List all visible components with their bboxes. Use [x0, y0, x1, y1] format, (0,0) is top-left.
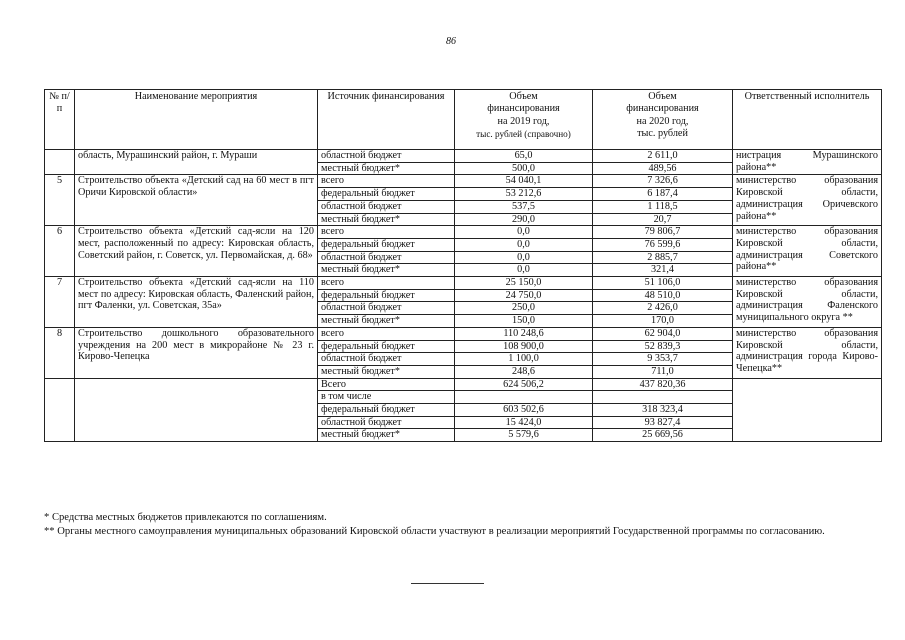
amount-2020: 52 839,3 — [593, 340, 733, 353]
footnotes — [44, 511, 881, 538]
amount-2019: 24 750,0 — [455, 289, 593, 302]
amount-2019: 603 502,6 — [455, 404, 593, 417]
funding-source: всего — [318, 226, 455, 239]
funding-source: Всего — [318, 378, 455, 391]
amount-2019: 15 424,0 — [455, 416, 593, 429]
header-responsible: Ответственный исполнитель — [733, 90, 882, 150]
amount-2020: 48 510,0 — [593, 289, 733, 302]
funding-source: всего — [318, 327, 455, 340]
funding-source: областной бюджет — [318, 302, 455, 315]
responsible-executor — [733, 378, 882, 442]
amount-2020: 6 187,4 — [593, 188, 733, 201]
header-source: Источник финансирования — [318, 90, 455, 150]
amount-2019: 537,5 — [455, 200, 593, 213]
funding-source: областной бюджет — [318, 150, 455, 163]
amount-2020: 62 904,0 — [593, 327, 733, 340]
amount-2019: 54 040,1 — [455, 175, 593, 188]
funding-source: областной бюджет — [318, 251, 455, 264]
amount-2020: 489,56 — [593, 162, 733, 175]
amount-2020: 51 106,0 — [593, 277, 733, 290]
funding-source: всего — [318, 277, 455, 290]
amount-2020: 9 353,7 — [593, 353, 733, 366]
responsible-executor: министерство образования Кировской области, администрация Оричевского района** — [733, 175, 882, 226]
row-number: 7 — [45, 277, 75, 328]
funding-source: федеральный бюджет — [318, 404, 455, 417]
amount-2020: 2 885,7 — [593, 251, 733, 264]
amount-2019: 500,0 — [455, 162, 593, 175]
amount-2019: 0,0 — [455, 238, 593, 251]
funding-source: федеральный бюджет — [318, 340, 455, 353]
responsible-executor: министерство образования Кировской области, администрация Советского района** — [733, 226, 882, 277]
amount-2020: 76 599,6 — [593, 238, 733, 251]
amount-2020: 170,0 — [593, 315, 733, 328]
amount-2020: 437 820,36 — [593, 378, 733, 391]
amount-2020: 318 323,4 — [593, 404, 733, 417]
amount-2019: 5 579,6 — [455, 429, 593, 442]
header-2020 — [593, 90, 733, 150]
header-2019-line: тыс. рублей (справочно) — [476, 129, 571, 140]
amount-2019: 248,6 — [455, 365, 593, 378]
separator-line — [411, 583, 484, 584]
funding-source: местный бюджет* — [318, 315, 455, 328]
table-row — [45, 226, 882, 239]
amount-2020: 79 806,7 — [593, 226, 733, 239]
amount-2019 — [455, 391, 593, 404]
funding-source: всего — [318, 175, 455, 188]
table-row — [45, 150, 882, 163]
amount-2019: 250,0 — [455, 302, 593, 315]
amount-2020: 20,7 — [593, 213, 733, 226]
financing-table — [44, 89, 882, 442]
amount-2019: 0,0 — [455, 251, 593, 264]
measure-name: Строительство объекта «Детский сад на 60 мест в пгт Оричи Кировской области» — [75, 175, 318, 226]
responsible-executor: министерство образования Кировской области, администрация Фаленского муниципального округа ** — [733, 277, 882, 328]
funding-source: местный бюджет* — [318, 429, 455, 442]
table-header-row — [45, 90, 882, 150]
row-number — [45, 150, 75, 175]
table-row — [45, 277, 882, 290]
funding-source: местный бюджет* — [318, 162, 455, 175]
amount-2020: 25 669,56 — [593, 429, 733, 442]
funding-source: в том числе — [318, 391, 455, 404]
table-row — [45, 378, 882, 391]
header-2020-line: на 2020 год, — [636, 115, 689, 127]
measure-name — [75, 378, 318, 442]
measure-name: Строительство дошкольного образовательного учреждения на 200 мест в микрорайоне № 23 г. Кирово-Чепецка — [75, 327, 318, 378]
amount-2020: 7 326,6 — [593, 175, 733, 188]
header-name: Наименование мероприятия — [75, 90, 318, 150]
responsible-executor: нистрация Мурашинского района** — [733, 150, 882, 175]
amount-2020: 2 426,0 — [593, 302, 733, 315]
measure-name: Строительство объекта «Детский сад-ясли на 120 мест, расположенный по адресу: Кировская область, Советский район, г. Советск, ул. Первомайская, д. 68» — [75, 226, 318, 277]
amount-2019: 0,0 — [455, 226, 593, 239]
amount-2019: 65,0 — [455, 150, 593, 163]
funding-source: областной бюджет — [318, 353, 455, 366]
amount-2019: 150,0 — [455, 315, 593, 328]
row-number — [45, 378, 75, 442]
funding-source: местный бюджет* — [318, 365, 455, 378]
header-2020-line: Объем — [648, 91, 677, 102]
row-number: 5 — [45, 175, 75, 226]
amount-2019: 290,0 — [455, 213, 593, 226]
footnote: ** Органы местного самоуправления муниципальных образований Кировской области участвуют в реализации мероприятий Государственной программы по согласованию. — [44, 525, 825, 537]
responsible-executor: министерство образования Кировской области, администрация города Кирово-Чепецка** — [733, 327, 882, 378]
amount-2019: 25 150,0 — [455, 277, 593, 290]
amount-2019: 624 506,2 — [455, 378, 593, 391]
amount-2019: 110 248,6 — [455, 327, 593, 340]
amount-2019: 108 900,0 — [455, 340, 593, 353]
amount-2020: 711,0 — [593, 365, 733, 378]
table-body — [45, 150, 882, 442]
amount-2020: 1 118,5 — [593, 200, 733, 213]
header-2019-line: финансирования — [487, 103, 560, 115]
amount-2019: 1 100,0 — [455, 353, 593, 366]
header-2020-line: тыс. рублей — [637, 128, 688, 140]
funding-source: федеральный бюджет — [318, 238, 455, 251]
measure-name: Строительство объекта «Детский сад-ясли на 110 мест по адресу: Кировская область, Фаленский район, пгт Фаленки, ул. Советская, 35а» — [75, 277, 318, 328]
amount-2020: 2 611,0 — [593, 150, 733, 163]
funding-source: местный бюджет* — [318, 264, 455, 277]
amount-2019: 53 212,6 — [455, 188, 593, 201]
table-row — [45, 175, 882, 188]
header-2019 — [455, 90, 593, 150]
header-2020-line: финансирования — [626, 103, 699, 115]
funding-source: местный бюджет* — [318, 213, 455, 226]
header-num: № п/п — [45, 90, 75, 150]
header-2019-line: Объем — [509, 91, 538, 102]
funding-source: областной бюджет — [318, 200, 455, 213]
funding-source: областной бюджет — [318, 416, 455, 429]
footnote: * Средства местных бюджетов привлекаются по соглашениям. — [44, 512, 327, 523]
row-number: 8 — [45, 327, 75, 378]
funding-source: федеральный бюджет — [318, 188, 455, 201]
header-2019-line: на 2019 год, — [497, 115, 550, 127]
amount-2019: 0,0 — [455, 264, 593, 277]
page-number: 86 — [446, 36, 456, 47]
amount-2020: 321,4 — [593, 264, 733, 277]
funding-source: федеральный бюджет — [318, 289, 455, 302]
table-row — [45, 327, 882, 340]
measure-name: область, Мурашинский район, г. Мураши — [75, 150, 318, 175]
amount-2020: 93 827,4 — [593, 416, 733, 429]
amount-2020 — [593, 391, 733, 404]
row-number: 6 — [45, 226, 75, 277]
